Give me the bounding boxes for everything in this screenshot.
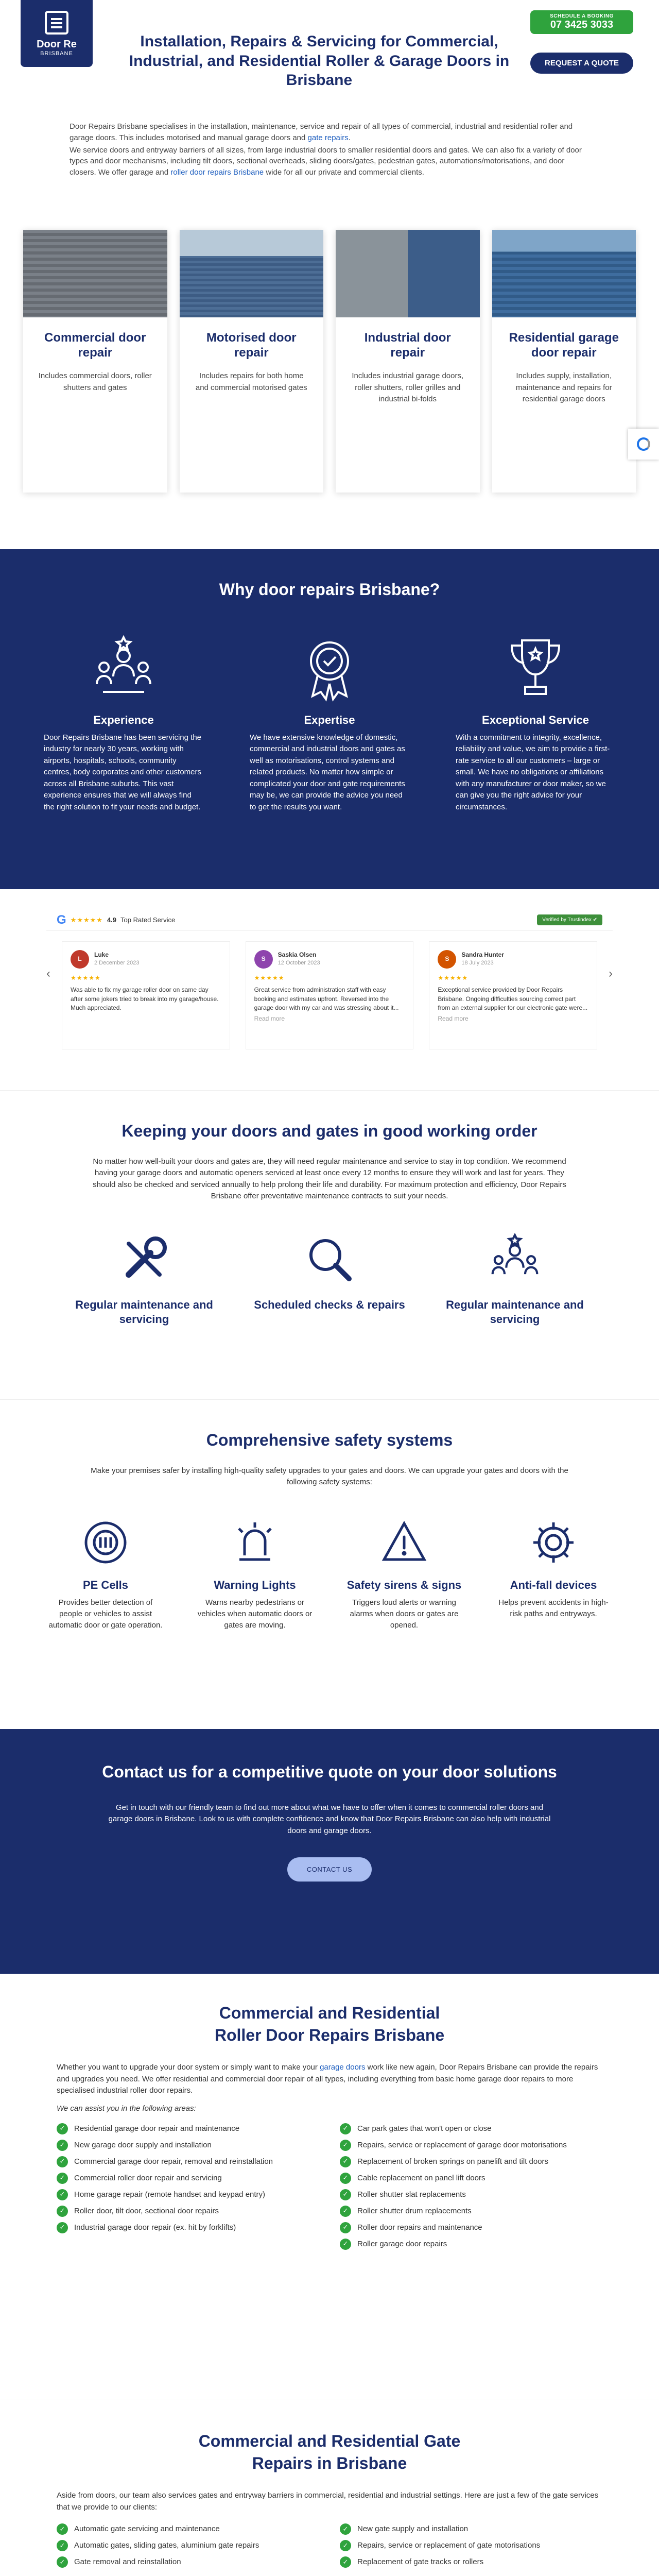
roller-text (57, 2062, 602, 2097)
list-item-text: Roller door repairs and maintenance (357, 2223, 482, 2232)
recaptcha-icon (637, 437, 650, 451)
list-item (340, 2173, 602, 2184)
check-icon: ✓ (340, 2523, 351, 2535)
page-title: Installation, Repairs & Servicing for Commercial, Industrial, and Residential Roller & Garage Doors in Brisbane (129, 33, 510, 89)
safety-item-title: Warning Lights (214, 1578, 296, 1591)
review-text: Exceptional service provided by Door Repairs Brisbane. Ongoing difficulties sourcing correct part from an external supplier for our electronic gate were... (438, 986, 588, 1011)
list-item (57, 2523, 319, 2535)
check-icon: ✓ (340, 2173, 351, 2184)
review-list (62, 941, 597, 1049)
pe-cell-icon (82, 1519, 129, 1566)
people-star-icon (44, 635, 203, 707)
list-item-text: Residential garage door repair and maintenance (74, 2124, 240, 2133)
list-item-text: Roller shutter drum replacements (357, 2206, 472, 2215)
review-card (62, 941, 230, 1049)
check-icon: ✓ (340, 2156, 351, 2167)
list-item (57, 2556, 319, 2568)
safety-text: Make your premises safer by installing high-quality safety upgrades to your gates and doors. We can upgrade your gates and doors with the following safety systems: (91, 1466, 568, 1487)
recaptcha-badge[interactable] (628, 429, 659, 460)
reviewer-name: Sandra Hunter (461, 951, 505, 959)
maintenance-item (252, 1233, 407, 1327)
list-item-text: Roller door, tilt door, sectional door repairs (74, 2206, 219, 2215)
list-item (340, 2156, 602, 2167)
list-item (340, 2123, 602, 2134)
avatar: S (254, 950, 273, 969)
safety-item (46, 1519, 165, 1631)
list-item-text: New garage door supply and installation (74, 2140, 212, 2149)
service-card[interactable] (336, 230, 480, 493)
avatar: L (71, 950, 89, 969)
gates-text: Aside from doors, our team also services gates and entryway barriers in commercial, residential and industrial settings. Here are just a few of the gate services that we provide to our clients: (57, 2491, 599, 2512)
review-text: Great service from administration staff with easy booking and estimates upfront. Reversed into the garage door with my car and was stressing about it... (254, 986, 399, 1011)
reviewer-name: Saskia Olsen (278, 951, 317, 959)
intro-text-part: . (348, 133, 351, 142)
review-stars: ★★★★★ (438, 974, 469, 981)
why-column-text: We have extensive knowledge of domestic, commercial and industrial doors and gates as well as motorisations, control systems and related products. No matter how simple or complicated your door and gate requirements may be, we can provide the advice you need to get the results you want. (250, 733, 405, 811)
intro-text-part: wide for all our private and commercial clients. (264, 168, 424, 177)
gates-inner (57, 2430, 602, 2573)
why-column-text: With a commitment to integrity, excellence, reliability and value, we aim to provide a first-rate service to all our customers – large or small. We have no obligations or affiliations with any manufacturer or door maker, so we can give you the right advice for your circumstances. (456, 733, 610, 811)
check-icon: ✓ (340, 2556, 351, 2568)
review-date: 18 July 2023 (461, 960, 494, 967)
gear-icon (530, 1519, 577, 1566)
check-icon: ✓ (340, 2123, 351, 2134)
check-icon: ✓ (57, 2540, 68, 2551)
list-item (57, 2140, 319, 2151)
roller-door-repairs-link[interactable]: roller door repairs Brisbane (170, 168, 264, 177)
list-item (340, 2222, 602, 2233)
industrial-door-photo (336, 230, 480, 317)
why-column-title: Exceptional Service (482, 713, 589, 726)
service-card-title: Industrial door repair (364, 330, 451, 360)
header-phone: 07 3425 3033 (550, 19, 614, 30)
google-logo-icon: G (57, 912, 66, 927)
rating-value: 4.9 (107, 916, 117, 924)
warning-sign-icon (381, 1519, 427, 1566)
review-date: 2 December 2023 (94, 960, 140, 967)
review-card (429, 941, 597, 1049)
service-card[interactable] (23, 230, 167, 493)
maintenance-item-title: Scheduled checks & repairs (254, 1298, 405, 1311)
contact-us-button[interactable]: CONTACT US (287, 1857, 372, 1882)
gates-list-right (340, 2523, 602, 2573)
safety-item-title: Safety sirens & signs (346, 1578, 462, 1591)
why-section (0, 549, 659, 889)
list-item-text: Home garage repair (remote handset and keypad entry) (74, 2190, 266, 2199)
list-item (340, 2540, 602, 2551)
review-stars: ★★★★★ (71, 974, 101, 981)
review-date: 12 October 2023 (278, 960, 320, 967)
maintenance-item (438, 1233, 592, 1327)
schedule-label: SCHEDULE A BOOKING (550, 13, 614, 19)
list-item-text: Commercial garage door repair, removal and reinstallation (74, 2157, 273, 2166)
safety-item-text: Helps prevent accidents in high-risk paths and entryways. (498, 1598, 609, 1618)
roller-subheading: We can assist you in the following areas: (57, 2104, 196, 2113)
safety-item-title: Anti-fall devices (510, 1578, 597, 1591)
why-columns (44, 635, 615, 814)
check-icon: ✓ (57, 2123, 68, 2134)
check-icon: ✓ (57, 2156, 68, 2167)
intro-text (70, 121, 589, 178)
check-icon: ✓ (340, 2239, 351, 2250)
rating-label: Top Rated Service (120, 916, 176, 924)
safety-item-text: Warns nearby pedestrians or vehicles when automatic doors or gates are moving. (197, 1598, 313, 1630)
service-card-text: Includes commercial doors, roller shutters and gates (38, 371, 152, 392)
check-icon: ✓ (340, 2222, 351, 2233)
gate-service-lists (57, 2523, 602, 2573)
why-column-title: Experience (93, 713, 154, 726)
list-item (57, 2156, 319, 2167)
list-item-text: Industrial garage door repair (ex. hit by forklifts) (74, 2223, 236, 2232)
roller-door-section (57, 2002, 602, 2399)
motorised-door-photo (180, 230, 324, 317)
check-icon: ✓ (340, 2206, 351, 2217)
safety-item-text: Triggers loud alerts or warning alarms when doors or gates are opened. (350, 1598, 459, 1630)
avatar: S (438, 950, 456, 969)
list-item-text: Automatic gate servicing and maintenance (74, 2524, 220, 2534)
review-head (254, 950, 405, 969)
check-icon: ✓ (57, 2222, 68, 2233)
why-column-title: Expertise (304, 713, 355, 726)
gates-list-left (57, 2523, 319, 2573)
list-item-text: Repairs, service or replacement of gate motorisations (357, 2541, 541, 2550)
commercial-door-photo (23, 230, 167, 317)
list-item-text: Repairs, service or replacement of garage door motorisations (357, 2140, 567, 2149)
check-icon: ✓ (57, 2173, 68, 2184)
list-item (340, 2523, 602, 2535)
roller-text-part: Whether you want to upgrade your door system or simply want to make your (57, 2063, 320, 2072)
list-item (57, 2189, 319, 2200)
list-item-text: Automatic gates, sliding gates, aluminium gate repairs (74, 2541, 259, 2550)
review-card (246, 941, 414, 1049)
cta-title: Contact us for a competitive quote on your door solutions (102, 1762, 557, 1781)
chevron-right-icon[interactable]: › (609, 966, 613, 980)
safety-item-title: PE Cells (82, 1578, 129, 1591)
roller-text-part: work like new again, Door Repairs Brisbane can provide the repairs and upgrades you need. We offer residential and commercial door repair of all types, including everything from basic home garage door repairs to more specialised industrial roller door repairs. (57, 2063, 598, 2095)
check-icon: ✓ (57, 2206, 68, 2217)
award-ribbon-icon (250, 635, 409, 707)
check-icon: ✓ (340, 2140, 351, 2151)
read-more-link[interactable]: Read more (438, 1015, 469, 1023)
contact-cta-section (0, 1729, 659, 1974)
list-item (340, 2556, 602, 2568)
roller-list-left (57, 2123, 319, 2255)
check-icon: ✓ (340, 2540, 351, 2551)
review-text: Was able to fix my garage roller door on same day after some jokers tried to break into my garage/house. Much appreciated. (71, 986, 219, 1011)
safety-item (196, 1519, 314, 1631)
list-item-text: New gate supply and installation (357, 2524, 469, 2534)
intro-paragraph-2 (70, 145, 589, 178)
garage-door-logo-icon (45, 11, 68, 35)
list-item (57, 2540, 319, 2551)
magnifier-icon (304, 1233, 355, 1285)
trophy-icon (456, 635, 615, 707)
maintenance-section (0, 1090, 659, 1399)
site-header (0, 0, 659, 89)
intro-text-part: Door Repairs Brisbane specialises in the installation, maintenance, service and repair of all types of commercial, industrial and residential roller and garage doors. This includes motorised and manual garage doors and (70, 122, 573, 142)
check-icon: ✓ (57, 2189, 68, 2200)
roller-title: Commercial and Residential Roller Door Repairs Brisbane (214, 2003, 445, 2044)
reviews-header (46, 910, 613, 931)
list-item-text: Replacement of gate tracks or rollers (357, 2557, 484, 2567)
roller-list-right (340, 2123, 602, 2255)
safety-item-text: Provides better detection of people or vehicles to assist automatic door or gate operation. (48, 1598, 163, 1630)
maintenance-text: No matter how well-built your doors and gates are, they will need regular maintenance and service to stay in top condition. We recommend having your garage doors and automatic openers serviced at least once every 12 months to ensure they will work and last for years. They should also be checked and serviced annually to help prolong their life and durability. For maximum protection and efficiency, Door Repairs Brisbane offer preventative maintenance contracts to suit your needs. (93, 1157, 566, 1201)
service-cards (23, 230, 636, 493)
gates-title: Commercial and Residential Gate Repairs in Brisbane (198, 2431, 461, 2472)
read-more-link[interactable]: Read more (254, 1015, 285, 1023)
logo-subtitle: BRISBANE (40, 50, 73, 57)
reviews-widget (46, 910, 613, 1044)
garage-doors-link[interactable]: garage doors (320, 2063, 366, 2072)
residential-door-photo (492, 230, 636, 317)
rating-stars: ★★★★★ (70, 916, 103, 924)
list-item (57, 2206, 319, 2217)
list-item-text: Car park gates that won't open or close (357, 2124, 492, 2133)
maintenance-item-title: Regular maintenance and servicing (446, 1298, 584, 1326)
list-item-text: Roller shutter slat replacements (357, 2190, 466, 2199)
header-actions (530, 10, 633, 74)
safety-title: Comprehensive safety systems (206, 1430, 453, 1449)
service-card-title: Residential garage door repair (509, 330, 619, 360)
service-card[interactable] (180, 230, 324, 493)
list-item (340, 2140, 602, 2151)
list-item (57, 2222, 319, 2233)
chevron-left-icon[interactable]: ‹ (46, 966, 50, 980)
maintenance-columns (67, 1233, 592, 1327)
intro-text-part: We service doors and entryway barriers of all sizes, from large industrial doors to smaller residential doors and gates. We can also fix a variety of door types and door mechanisms, including tilt doors, sectional overheads, sliding doors/gates, pedestrian gates, automations/motorisations, and door closers. We offer garage and (70, 145, 582, 177)
list-item (340, 2189, 602, 2200)
schedule-booking-button[interactable] (530, 10, 633, 34)
roller-service-lists (57, 2123, 602, 2255)
reviewer-name: Luke (94, 951, 109, 959)
tools-icon (118, 1233, 170, 1285)
list-item-text: Replacement of broken springs on panelift and tilt doors (357, 2157, 549, 2166)
list-item-text: Cable replacement on panel lift doors (357, 2173, 485, 2182)
review-author (461, 951, 504, 968)
verified-badge[interactable]: Verified by Trustindex ✔ (537, 914, 602, 925)
people-star-icon (489, 1233, 541, 1285)
list-item-text: Gate removal and reinstallation (74, 2557, 181, 2567)
logo-title: Door Re (37, 38, 77, 50)
why-column (44, 635, 203, 814)
why-column (250, 635, 409, 814)
safety-columns (46, 1519, 613, 1631)
service-card[interactable] (492, 230, 636, 493)
list-item-text: Roller garage door repairs (357, 2239, 447, 2248)
check-icon: ✓ (57, 2523, 68, 2535)
service-card-title: Motorised door repair (206, 330, 297, 360)
maintenance-title: Keeping your doors and gates in good working order (122, 1121, 537, 1140)
why-column-text: Door Repairs Brisbane has been servicing the industry for nearly 30 years, working with airports, hospitals, schools, community centres, body corporates and other customers across all Brisbane suburbs. This vast experience ensures that we will always find the right solution to fit your needs and budget. (44, 733, 201, 811)
service-card-text: Includes repairs for both home and commercial motorised gates (195, 371, 307, 392)
check-icon: ✓ (340, 2189, 351, 2200)
review-stars: ★★★★★ (254, 974, 285, 981)
list-item (57, 2123, 319, 2134)
intro-paragraph-1 (70, 121, 589, 144)
review-head (438, 950, 588, 969)
service-card-title: Commercial door repair (44, 330, 146, 360)
site-logo[interactable] (21, 0, 93, 67)
cta-text: Get in touch with our friendly team to find out more about what we have to offer when it comes to commercial roller doors and garage doors in Brisbane. Look to us with complete confidence and know that Door Repairs Brisbane can also help with industrial doors and garage doors. (108, 1803, 551, 1835)
check-icon: ✓ (57, 2140, 68, 2151)
service-card-text: Includes supply, installation, maintenance and repairs for residential garage doors (515, 371, 612, 404)
list-item-text: Commercial roller door repair and servicing (74, 2173, 222, 2182)
why-title: Why door repairs Brisbane? (219, 580, 440, 599)
list-item (340, 2239, 602, 2250)
maintenance-item-title: Regular maintenance and servicing (75, 1298, 213, 1326)
review-head (71, 950, 221, 969)
service-card-text: Includes industrial garage doors, roller shutters, roller grilles and industrial bi-folds (352, 371, 464, 404)
list-item (57, 2173, 319, 2184)
gate-repairs-link[interactable]: gate repairs (307, 133, 349, 142)
warning-light-icon (232, 1519, 278, 1566)
safety-section (0, 1399, 659, 1729)
request-quote-button[interactable]: REQUEST A QUOTE (530, 53, 633, 74)
review-author (278, 951, 320, 968)
safety-item (345, 1519, 463, 1631)
safety-item (494, 1519, 613, 1631)
why-column (456, 635, 615, 814)
review-author (94, 951, 139, 968)
gate-repairs-section (0, 2399, 659, 2576)
check-icon: ✓ (57, 2556, 68, 2568)
list-item (340, 2206, 602, 2217)
maintenance-item (67, 1233, 221, 1327)
